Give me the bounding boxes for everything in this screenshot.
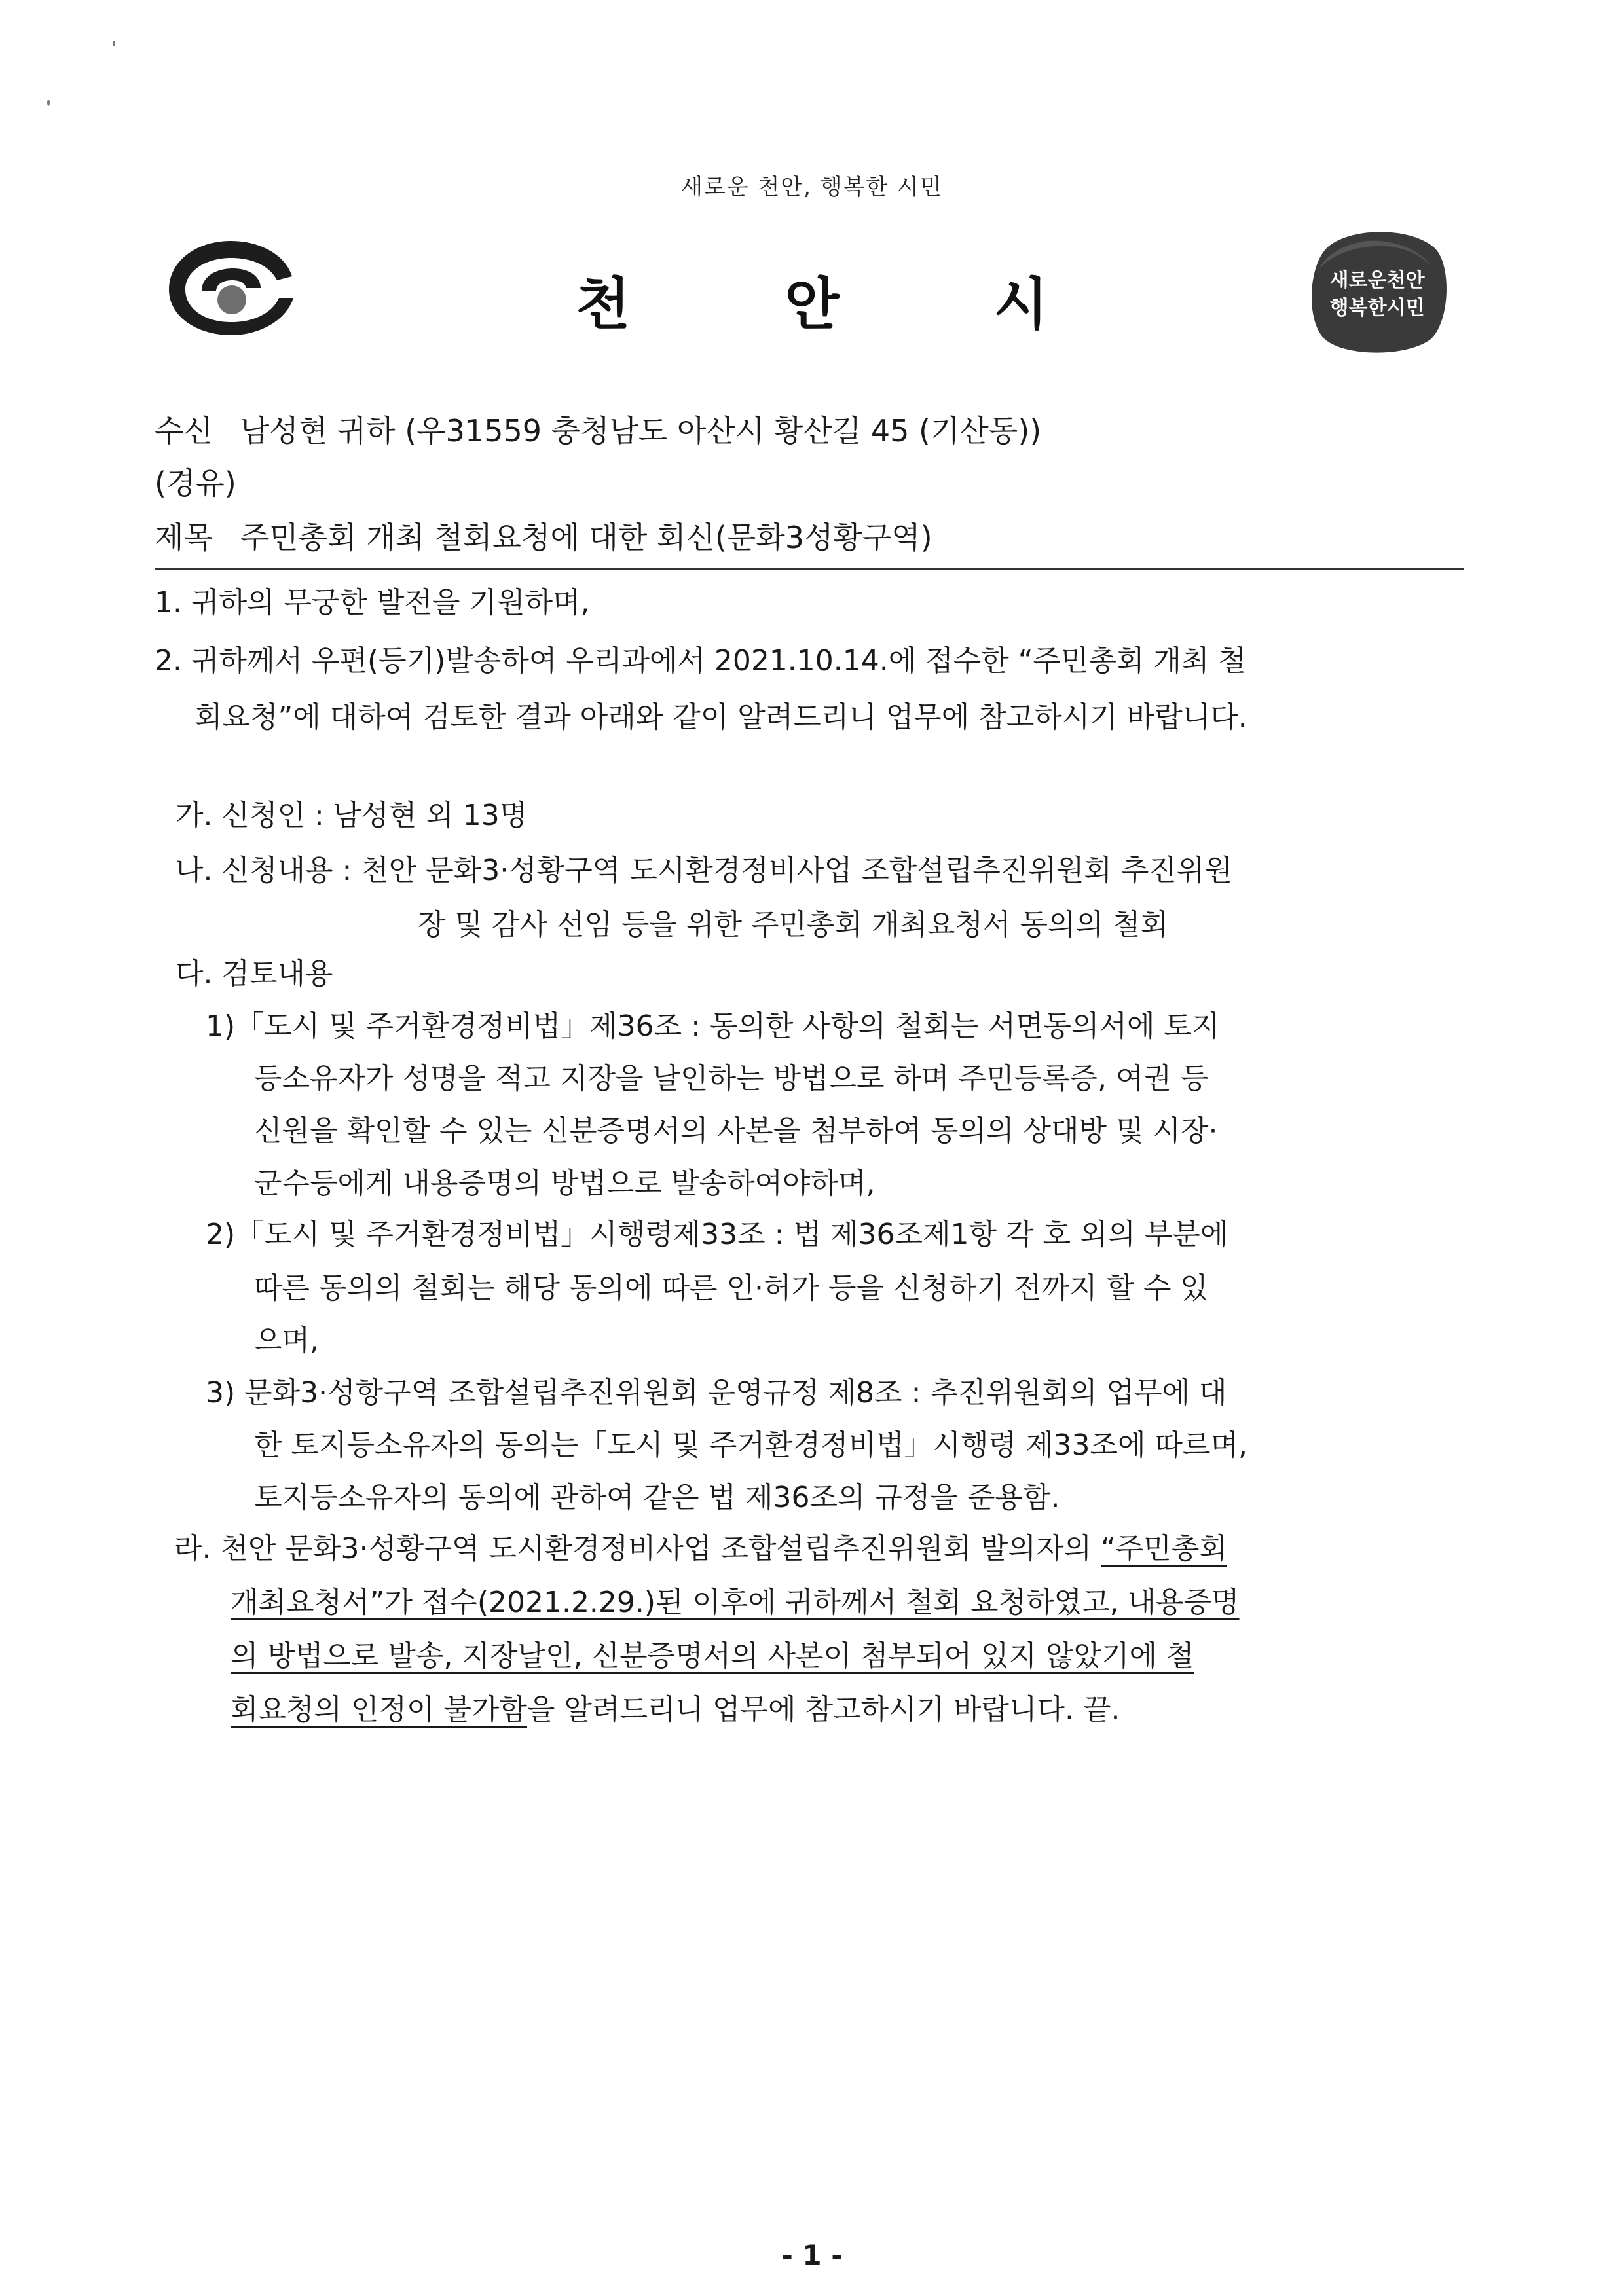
subject-value: 주민총회 개최 철회요청에 대한 회신(문화3성황구역): [240, 520, 932, 555]
item-ra-line-3: [231, 1638, 1194, 1675]
item-ra-line-3-underlined: 의 방법으로 발송, 지장날인, 신분증명서의 사본이 첨부되어 있지 않았기에 철: [231, 1639, 1194, 1673]
review-1-line-2: 등소유자가 성명을 적고 지장을 날인하는 방법으로 하며 주민등록증, 여권 등: [254, 1062, 1209, 1095]
review-2-line-2: 따른 동의의 철회는 해당 동의에 따른 인·허가 등을 신청하기 전까지 할 수 있: [254, 1271, 1208, 1305]
subject-label: 제목: [155, 520, 213, 555]
recipient-row: [155, 412, 1041, 449]
review-1-line-3: 신원을 확인할 수 있는 신분증명서의 사본을 첨부하여 동의의 상대방 및 시장·: [254, 1114, 1218, 1148]
header-slogan: 새로운 천안, 행복한 시민: [681, 174, 943, 200]
review-3-line-2: 한 토지등소유자의 동의는「도시 및 주거환경정비법」시행령 제33조에 따르며,: [254, 1429, 1248, 1462]
seal-text-line1: 새로운천안: [1329, 269, 1425, 292]
header-divider: [155, 568, 1464, 570]
item-na-line-2: 장 및 감사 선임 등을 위한 주민총회 개최요청서 동의의 철회: [418, 908, 1168, 941]
review-2-line-1: 2)「도시 및 주거환경정비법」시행령제33조 : 법 제36조제1항 각 호 외의 부분에: [206, 1218, 1228, 1251]
item-ra-line-4-text: 을 알려드리니 업무에 참고하시기 바랍니다. 끝.: [527, 1693, 1120, 1726]
review-1-line-4: 군수등에게 내용증명의 방법으로 발송하여야하며,: [254, 1167, 876, 1200]
paragraph-2-line-1: 2. 귀하께서 우편(등기)발송하여 우리과에서 2021.10.14.에 접수한 “주민총회 개최 철: [155, 644, 1247, 678]
scan-speck: [113, 41, 115, 46]
item-ga: 가. 신청인 : 남성현 외 13명: [175, 799, 528, 832]
review-3-line-1: 3) 문화3·성항구역 조합설립추진위원회 운영규정 제8조 : 추진위원회의 업무에 대: [206, 1376, 1227, 1410]
review-2-line-3: 으며,: [254, 1324, 319, 1357]
item-ra-line-1-underlined: “주민총회: [1101, 1532, 1227, 1565]
item-da: 다. 검토내용: [175, 957, 333, 991]
scan-speck: [47, 100, 50, 106]
paragraph-2-line-2: 회요청”에 대하여 검토한 결과 아래와 같이 알려드리니 업무에 참고하시기 바랍니다.: [194, 701, 1247, 734]
via-row: [155, 465, 236, 501]
item-na-line-1: 나. 신청내용 : 천안 문화3·성황구역 도시환경정비사업 조합설립추진위원회 추진위원: [175, 854, 1232, 887]
subject-row: [155, 519, 932, 556]
page-number: - 1 -: [781, 2239, 843, 2271]
recipient-value: 남성현 귀하 (우31559 충청남도 아산시 황산길 45 (기산동)): [240, 413, 1042, 448]
item-ra-line-4: [231, 1692, 1120, 1728]
seal-text-line2: 행복한시민: [1329, 297, 1425, 319]
org-title-char: 안: [784, 272, 840, 337]
review-1-line-1: 1)「도시 및 주거환경정비법」제36조 : 동의한 사항의 철회는 서면동의서에 토지: [206, 1010, 1220, 1043]
paragraph-1: 1. 귀하의 무궁한 발전을 기원하며,: [155, 586, 590, 619]
item-ra-line-2: [231, 1584, 1240, 1621]
item-ra-line-2-underlined: 개최요청서”가 접수(2021.2.29.)된 이후에 귀하께서 철회 요청하였고, 내용증명: [231, 1586, 1240, 1619]
review-3-line-3: 토지등소유자의 동의에 관하여 같은 법 제36조의 규정을 준용함.: [254, 1481, 1060, 1514]
recipient-label: 수신: [155, 413, 213, 448]
item-ra-line-1-text: 라. 천안 문화3·성황구역 도시환경정비사업 조합설립추진위원회 발의자의: [174, 1532, 1101, 1565]
via-label: (경유): [155, 465, 236, 501]
org-title-char: 천: [576, 272, 631, 337]
org-title-char: 시: [993, 272, 1048, 337]
item-ra-line-1: [174, 1531, 1227, 1567]
item-ra-line-4-underlined: 회요청의 인정이 불가함: [231, 1693, 528, 1726]
slogan-seal-icon: [1300, 223, 1454, 360]
